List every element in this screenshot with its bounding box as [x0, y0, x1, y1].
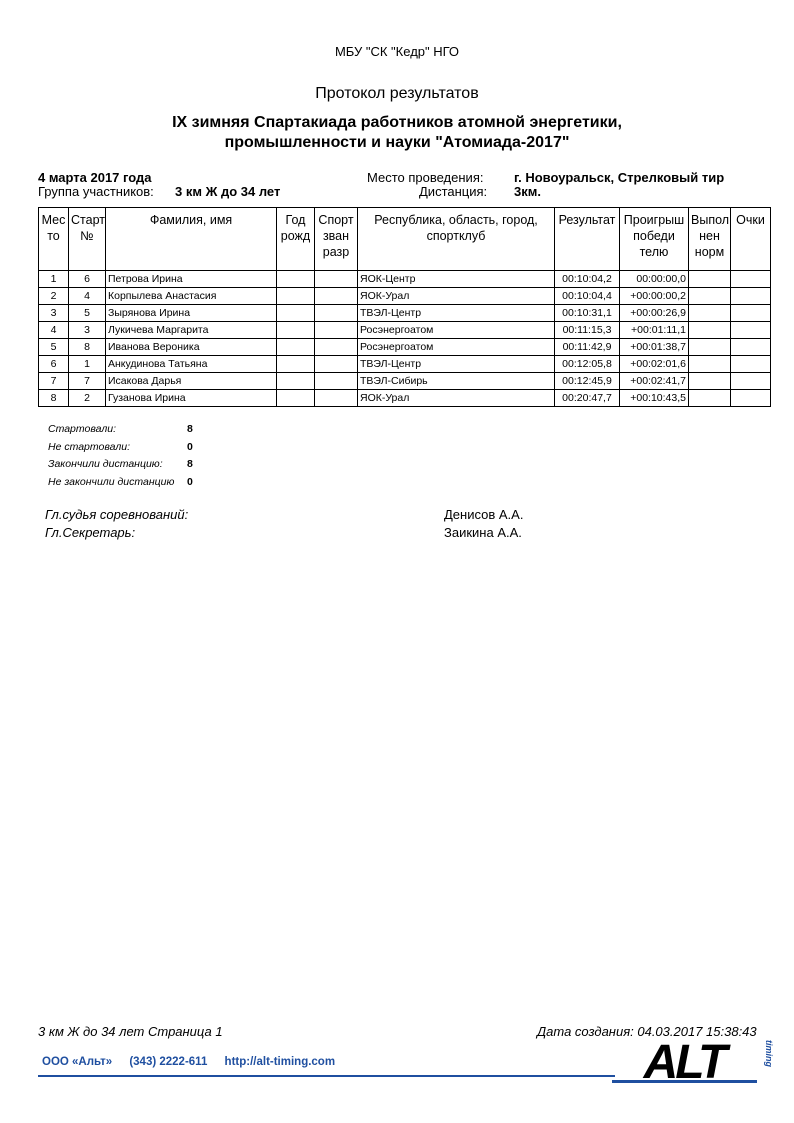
- table-header-row: [39, 208, 771, 271]
- company-name: ООО «Альт»: [42, 1056, 113, 1068]
- cell-points: [731, 356, 771, 373]
- cell-region: ЯОК-Урал: [358, 288, 555, 305]
- cell-start: 6: [69, 271, 106, 288]
- table-row: [39, 322, 771, 339]
- col-header-birth-year: Год рожд: [277, 208, 315, 271]
- table-row: [39, 390, 771, 407]
- summary-value: 8: [187, 423, 193, 435]
- cell-region: ТВЭЛ-Центр: [358, 305, 555, 322]
- summary-value: 0: [187, 475, 193, 488]
- cell-place: 1: [39, 271, 69, 288]
- cell-start: 4: [69, 288, 106, 305]
- summary-row: [48, 474, 193, 492]
- cell-rank: [315, 288, 358, 305]
- cell-region: ЯОК-Центр: [358, 271, 555, 288]
- cell-place: 2: [39, 288, 69, 305]
- cell-region: Росэнергоатом: [358, 322, 555, 339]
- summary-label: Закончили дистанцию:: [48, 458, 163, 470]
- distance-value: 3км.: [514, 184, 541, 199]
- cell-result: 00:20:47,7: [555, 390, 620, 407]
- logo-subtext: timing: [764, 1040, 774, 1067]
- logo-text: ALT: [643, 1036, 725, 1089]
- col-header-name: Фамилия, имя: [106, 208, 277, 271]
- cell-start: 8: [69, 339, 106, 356]
- cell-region: Росэнергоатом: [358, 339, 555, 356]
- col-header-start: Старт №: [69, 208, 106, 271]
- cell-result: 00:10:31,1: [555, 305, 620, 322]
- cell-gap: +00:02:41,7: [620, 373, 689, 390]
- cell-result: 00:10:04,2: [555, 271, 620, 288]
- cell-gap: +00:01:11,1: [620, 322, 689, 339]
- event-title: [0, 113, 794, 153]
- col-header-points: Очки: [731, 208, 771, 271]
- summary-row: [48, 421, 193, 439]
- cell-result: 00:12:05,8: [555, 356, 620, 373]
- organization-name: МБУ "СК "Кедр" НГО: [334, 44, 460, 59]
- cell-birth: [277, 322, 315, 339]
- alt-timing-logo: [612, 1036, 774, 1089]
- col-header-gap: Проигрыш победи телю: [620, 208, 689, 271]
- table-row: [39, 288, 771, 305]
- summary-label: Не стартовали:: [48, 440, 131, 453]
- cell-start: 3: [69, 322, 106, 339]
- cell-result: 00:11:42,9: [555, 339, 620, 356]
- protocol-title: Протокол результатов: [315, 85, 479, 102]
- cell-points: [731, 271, 771, 288]
- distance-label: Дистанция:: [419, 184, 488, 199]
- cell-start: 5: [69, 305, 106, 322]
- cell-rank: [315, 305, 358, 322]
- summary-row: [48, 456, 193, 474]
- cell-rank: [315, 271, 358, 288]
- cell-points: [731, 390, 771, 407]
- cell-place: 3: [39, 305, 69, 322]
- summary-row: [48, 439, 193, 457]
- cell-start: 2: [69, 390, 106, 407]
- venue-label: Место проведения:: [367, 170, 484, 185]
- summary-label: Не закончили дистанцию: [48, 475, 175, 488]
- company-phone: (343) 2222-611: [129, 1056, 208, 1068]
- cell-name: Корпылева Анастасия: [106, 288, 277, 305]
- cell-place: 8: [39, 390, 69, 407]
- cell-norm: [689, 322, 731, 339]
- creation-date: Дата создания: 04.03.2017 15:38:43: [537, 1024, 757, 1039]
- cell-points: [731, 373, 771, 390]
- col-header-region: Республика, область, город, спортклуб: [358, 208, 555, 271]
- cell-gap: +00:10:43,5: [620, 390, 689, 407]
- officials-labels: [45, 506, 188, 542]
- cell-name: Иванова Вероника: [106, 339, 277, 356]
- cell-norm: [689, 288, 731, 305]
- cell-points: [731, 339, 771, 356]
- cell-gap: +00:00:00,2: [620, 288, 689, 305]
- cell-birth: [277, 373, 315, 390]
- group-label: Группа участников:: [38, 184, 154, 199]
- cell-norm: [689, 390, 731, 407]
- cell-points: [731, 322, 771, 339]
- judge-name: Денисов А.А.: [444, 507, 524, 522]
- cell-birth: [277, 339, 315, 356]
- cell-start: 1: [69, 356, 106, 373]
- cell-name: Гузанова Ирина: [106, 390, 277, 407]
- cell-name: Лукичева Маргарита: [106, 322, 277, 339]
- secretary-name: Заикина А.А.: [444, 525, 522, 540]
- table-row: [39, 305, 771, 322]
- cell-gap: 00:00:00,0: [620, 271, 689, 288]
- page-info: 3 км Ж до 34 лет Страница 1: [38, 1024, 223, 1039]
- event-title-line-1: IX зимняя Спартакиада работников атомной энергетики,: [172, 114, 622, 131]
- cell-rank: [315, 373, 358, 390]
- company-url[interactable]: http://alt-timing.com: [224, 1056, 336, 1068]
- cell-result: 00:11:15,3: [555, 322, 620, 339]
- footer-divider: [38, 1075, 615, 1077]
- cell-rank: [315, 322, 358, 339]
- event-date: 4 марта 2017 года: [38, 170, 152, 185]
- cell-region: ТВЭЛ-Центр: [358, 356, 555, 373]
- event-title-line-2: промышленности и науки "Атомиада-2017": [224, 134, 570, 151]
- cell-start: 7: [69, 373, 106, 390]
- cell-birth: [277, 288, 315, 305]
- col-header-place: Мес то: [39, 208, 69, 271]
- judge-label: Гл.судья соревнований:: [45, 507, 189, 522]
- officials-names: [444, 506, 523, 542]
- col-header-sport-rank: Спорт зван разр: [315, 208, 358, 271]
- summary-value: 0: [187, 440, 193, 453]
- summary-value: 8: [187, 458, 193, 470]
- group-value: 3 км Ж до 34 лет: [175, 184, 281, 199]
- cell-birth: [277, 390, 315, 407]
- cell-name: Зырянова Ирина: [106, 305, 277, 322]
- cell-place: 7: [39, 373, 69, 390]
- table-row: [39, 373, 771, 390]
- cell-rank: [315, 339, 358, 356]
- cell-birth: [277, 305, 315, 322]
- cell-birth: [277, 271, 315, 288]
- cell-place: 4: [39, 322, 69, 339]
- cell-norm: [689, 339, 731, 356]
- cell-result: 00:12:45,9: [555, 373, 620, 390]
- table-row: [39, 339, 771, 356]
- summary-label: Стартовали:: [48, 423, 117, 435]
- col-header-norm: Выпол нен норм: [689, 208, 731, 271]
- table-row: [39, 271, 771, 288]
- cell-birth: [277, 356, 315, 373]
- cell-place: 5: [39, 339, 69, 356]
- secretary-label: Гл.Секретарь:: [45, 525, 136, 540]
- cell-norm: [689, 373, 731, 390]
- cell-norm: [689, 305, 731, 322]
- cell-name: Петрова Ирина: [106, 271, 277, 288]
- venue-value: г. Новоуральск, Стрелковый тир: [514, 170, 725, 185]
- cell-region: ТВЭЛ-Сибирь: [358, 373, 555, 390]
- cell-norm: [689, 271, 731, 288]
- cell-rank: [315, 356, 358, 373]
- cell-name: Исакова Дарья: [106, 373, 277, 390]
- cell-norm: [689, 356, 731, 373]
- cell-rank: [315, 390, 358, 407]
- table-row: [39, 356, 771, 373]
- cell-gap: +00:00:26,9: [620, 305, 689, 322]
- cell-place: 6: [39, 356, 69, 373]
- col-header-result: Результат: [555, 208, 620, 271]
- cell-points: [731, 288, 771, 305]
- cell-region: ЯОК-Урал: [358, 390, 555, 407]
- results-table: [38, 207, 771, 407]
- cell-points: [731, 305, 771, 322]
- cell-name: Анкудинова Татьяна: [106, 356, 277, 373]
- company-info: [42, 1056, 349, 1068]
- cell-gap: +00:02:01,6: [620, 356, 689, 373]
- summary-block: [48, 421, 193, 491]
- cell-result: 00:10:04,4: [555, 288, 620, 305]
- cell-gap: +00:01:38,7: [620, 339, 689, 356]
